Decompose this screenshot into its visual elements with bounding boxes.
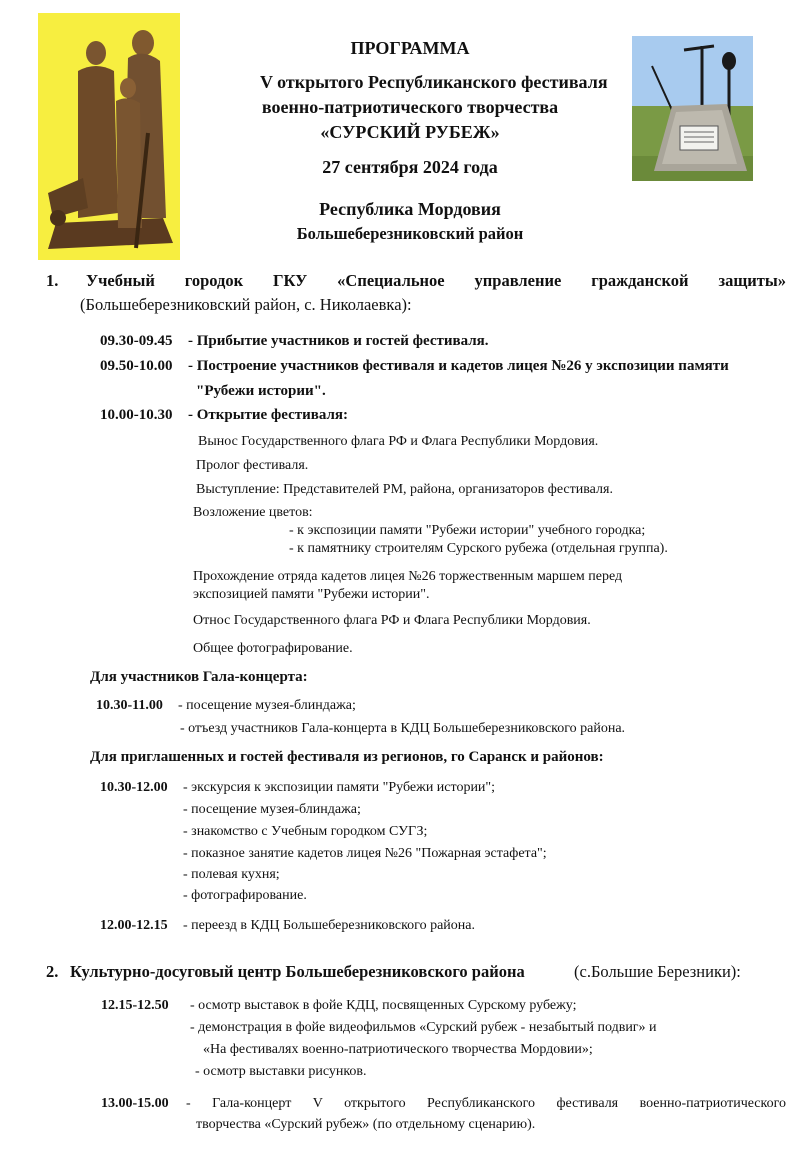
region-name: Республика Мордовия [319,199,501,219]
program-subtitle-1: V открытого Республиканского фестиваля [260,72,608,92]
guests-time: 10.30-12.00 [100,780,168,795]
opening-item-continued: экспозицией памяти "Рубежи истории". [193,587,430,602]
program-title: ПРОГРАММА [350,38,470,58]
opening-item: Общее фотографирование. [193,641,353,656]
program-date: 27 сентября 2024 года [322,157,498,177]
opening-subitem: - к экспозиции памяти "Рубежи истории" учебного городка; [289,523,646,538]
opening-item: Выступление: Представителей РМ, района, организаторов фестиваля. [196,482,613,497]
gala-concert-text-continued: творчества «Сурский рубеж» (по отдельному сценарию). [196,1117,536,1132]
program-subtitle-3: «СУРСКИЙ РУБЕЖ» [320,122,500,142]
schedule-text: - Построение участников фестиваля и кадетов лицея №26 у экспозиции памяти [188,358,729,374]
gala-concert-time: 13.00-15.00 [101,1096,169,1111]
kdc-time: 12.15-12.50 [101,998,169,1013]
kdc-item-continued: «На фестивалях военно-патриотического творчества Мордовии»; [203,1042,593,1057]
opening-item: Вынос Государственного флага РФ и Флага Республики Мордовия. [198,434,599,449]
opening-item: Относ Государственного флага РФ и Флага Республики Мордовия. [193,613,591,628]
gala-concert-text: - Гала-концерт V открытого Республиканского фестиваля военно-патриотического [186,1096,786,1111]
guests-heading: Для приглашенных и гостей фестиваля из регионов, го Саранск и районов: [90,749,604,765]
memorial-stone-illustration [632,36,753,181]
section-1-location: (Большеберезниковский район, с. Николаевка): [80,295,412,314]
schedule-text-continued: "Рубежи истории". [196,383,326,399]
transfer-time: 12.00-12.15 [100,918,168,933]
guests-item: - фотографирование. [183,888,307,903]
gala-heading: Для участников Гала-концерта: [90,669,308,685]
program-subtitle-2: военно-патриотического творчества [261,97,559,117]
memorial-photo [632,36,753,181]
schedule-time: 09.30-09.45 [100,333,173,349]
guests-item: - показное занятие кадетов лицея №26 "Пожарная эстафета"; [183,846,547,861]
section-2-location: (с.Большие Березники): [574,962,741,981]
gala-time: 10.30-11.00 [96,698,163,713]
guests-item: - экскурсия к экспозиции памяти "Рубежи истории"; [183,780,496,795]
opening-item: Прохождение отряда кадетов лицея №26 торжественным маршем перед [193,569,623,584]
opening-subitem: - к памятнику строителям Сурского рубежа (отдельная группа). [289,541,668,556]
schedule-time: 10.00-10.30 [100,407,173,423]
section-2-number: 2. [46,962,59,981]
schedule-time: 09.50-10.00 [100,358,173,374]
district-name: Большеберезниковский район [296,224,524,243]
kdc-item: - демонстрация в фойе видеофильмов «Сурский рубеж - незабытый подвиг» и [190,1020,657,1035]
schedule-text: - Открытие фестиваля: [188,407,349,423]
section-1-heading: Учебный городок ГКУ «Специальное управление гражданской защиты» [86,271,786,290]
gala-item: - посещение музея-блиндажа; [178,698,356,713]
guests-item: - знакомство с Учебным городком СУГЗ; [183,824,428,839]
guests-item: - полевая кухня; [183,867,280,882]
gala-item: - отъезд участников Гала-концерта в КДЦ Большеберезниковского района. [180,721,626,736]
kdc-item: - осмотр выставки рисунков. [195,1064,367,1079]
monument-figure-illustration [38,13,180,260]
transfer-text: - переезд в КДЦ Большеберезниковского района. [183,918,475,933]
schedule-text: - Прибытие участников и гостей фестиваля. [188,333,489,349]
monument-photo [38,13,180,260]
kdc-item: - осмотр выставок в фойе КДЦ, посвященных Сурскому рубежу; [190,998,577,1013]
section-2-heading: Культурно-досуговый центр Большеберезниковского района [70,962,525,981]
opening-item: Пролог фестиваля. [196,458,309,473]
opening-item: Возложение цветов: [193,505,313,520]
section-1-number: 1. [46,271,59,290]
guests-item: - посещение музея-блиндажа; [183,802,361,817]
